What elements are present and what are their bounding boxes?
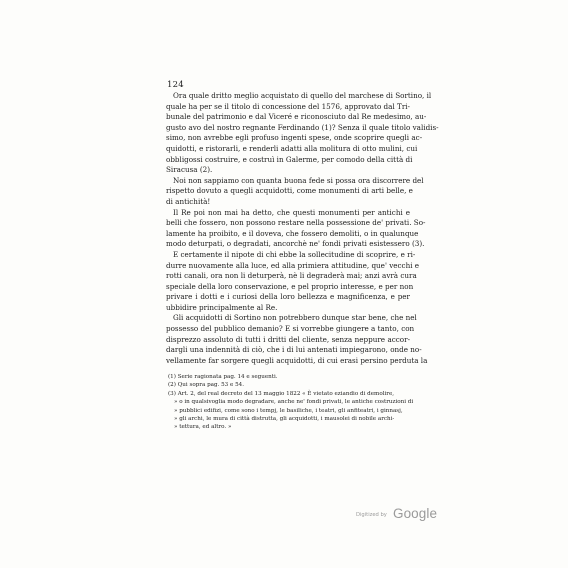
body-line: Ora quale dritto meglio acquistato di quello del marchese di Sortino, il [173,91,432,100]
body-text [166,91,439,366]
body-line: dargli una indennità di ciò, che i di lui antenati impiegarono, onde no- [166,345,422,355]
body-line: possesso del pubblico demanio? E si vorrebbe giungere a tanto, con [166,324,415,334]
watermark-prefix: Digitized by [356,512,387,518]
google-logo: Google [392,506,438,521]
body-line: E certamente il nipote di chi ebbe la sollecitudine di scoprire, e ri- [173,249,416,259]
body-line: Il Re poi non mai ha detto, che questi monumenti per antichi e [173,207,410,217]
body-line: privare i dotti e i curiosi della loro bellezza e magnificenza, e per [166,292,410,302]
body-line: modo deturpati, o degradati, ancorchè ne' fondi privati esistessero (3). [166,239,425,249]
body-line: speciale della loro conservazione, e pel proprio interesse, e per non [166,281,414,291]
body-line: belli che fossero, non possono restare nella possessione de' privati. So- [166,218,426,228]
body-line: obbligossi costruire, e costruì in Galerme, per comodo della città di [166,154,413,164]
body-line: Siracusa (2). [166,165,213,175]
body-line: rispetto dovuto a quegli acquidotti, come monumenti di arti belle, e [166,186,413,196]
body-line: quidotti, e ristorarli, e renderli adatti alla molitura di otto mulini, cui [166,143,418,153]
body-line: quale ha per se il titolo di concessione del 1576, approvato dal Tri- [166,101,410,111]
body-line: lamente ha proibito, e il doveva, che fossero demoliti, o in qualunque [166,228,419,238]
footnote-line: (2) Qui sopra pag. 53 e 54. [168,382,244,389]
footnote-line: (3) Art. 2, del real decreto del 13 maggio 1822 « È vietato eziandio di demolire, [168,390,395,397]
footnote-line: (1) Serie ragionata pag. 14 e seguenti. [168,374,278,380]
digitized-by-google-watermark [356,503,437,522]
page-number: 124 [167,80,184,90]
body-line: bunale del patrimonio e dal Viceré e riconosciuto dal Re medesimo, au- [166,112,427,122]
body-line: ubbidire principalmente al Re. [166,302,278,312]
body-line: gusto avo del nostro regnante Ferdinando (1)? Senza il quale titolo validis- [166,122,439,132]
body-line: Noi non sappiamo con quanta buona fede si possa ora discorrere del [173,175,424,185]
footnotes [168,373,414,432]
body-line: vellamente far sorgere quegli acquidotti, di cui erasi persino perduta la [166,355,428,365]
body-line: disprezzo assoluto di tutti i dritti del cliente, senza neppure accor- [166,334,410,344]
footnote-line: » gli archi, le mura di città distrutta, gli acquidotti, i mausolei di nobile archi- [174,416,395,423]
body-line: simo, non avrebbe egli profuso ingenti spese, onde scoprire quegli ac- [166,133,423,143]
body-line: Gli acquidotti di Sortino non potrebbero dunque star bene, che nel [173,313,417,323]
footnote-line: » pubblici edifizi, come sono i tempj, le basiliche, i teatri, gli anfiteatri, i ginnasj, [174,407,403,414]
footnote-line: » tettura, ed altro. » [174,424,232,431]
footnote-line: » o in qualsivoglia modo degradare, anche ne' fondi privati, le antiche costruzioni di [174,399,414,406]
body-line: rotti canali, ora non li deturperà, nè li degraderà mai; anzi avrà cura [166,271,417,281]
body-line: di antichità! [166,196,211,206]
body-line: durre nuovamente alla luce, ed alla primiera attitudine, que' vecchi e [166,260,420,270]
